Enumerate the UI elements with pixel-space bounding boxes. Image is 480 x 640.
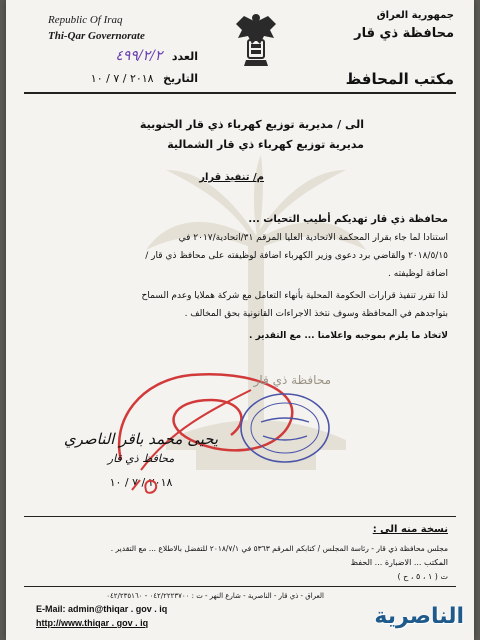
doc-number-label: العدد [171,50,198,63]
eagle-emblem-icon [234,10,278,72]
doc-number-row [48,48,198,64]
header-country-ar: جمهورية العراق [376,10,454,21]
stamp-caption: محافظة ذي قار [253,373,331,387]
copies-item-1: مجلس محافظة ذي قار - رئاسة المجلس / كتابكم المرقم ٥٣٦٣ في ٢٠١٨/٧/١ للتفضل بالاطلاع ... مع التقدير . [110,544,448,553]
copies-item-2: المكتب ... الاضبارة ... الحفظ [350,558,448,567]
footer-email: E-Mail: admin@thiqar . gov . iq [36,604,168,614]
body-line-5: بتواجدهم في المحافظة وسوف نتخذ الاجراءات القانونية بحق المخالف . [184,309,448,319]
document-page [6,0,474,640]
nasiriyah-watermark-logo [348,598,468,638]
recipient-line-1: الى / مديرية توزيع كهرباء ذي قار الجنوبية [139,118,364,131]
watermark-logo-text: الناصرية [374,604,464,629]
signature-date: ٢٠١٨ / ٧ / ١٠ [109,476,173,489]
copies-item-3: ت ( ١ ، ٥ ، ح ) [397,572,448,581]
body-line-1: استنادا لما جاء بقرار المحكمة الاتحادية العليا المرقم ٣١/اتحادية/٢٠١٧ في [178,233,448,243]
greeting-line: محافظة ذي قار تهديكم أطيب التحيات ... [248,214,448,225]
copies-heading: نسخة منه الى : [372,524,448,535]
red-date-mark [126,474,166,496]
body-line-3: اضافة لوظيفته . [388,269,448,279]
header-governorate-ar: محافظة ذي قار [354,26,454,41]
signatory-name: يحيى محمد باقر الناصري [63,430,219,448]
recipient-line-2: مديرية توزيع كهرباء ذي قار الشمالية [167,138,364,151]
body-line-4: لذا تقرر تنفيذ قرارات الحكومة المحلية بأنهاء التعامل مع شركة هملايا وعدم السماح [141,291,448,301]
footer-website: http://www.thiqar . gov . iq [36,618,149,628]
body-closing-line: لاتخاذ ما يلزم بموجبه واعلامنا ... مع التقدير . [249,331,448,341]
header-country-en: Republic Of Iraq [48,14,123,26]
body-line-2: ٢٠١٨/٥/١٥ والقاضي برد دعوى وزير الكهرباء اضافة لوظيفته على محافظ ذي قار / [145,251,448,261]
doc-date-row [48,72,198,85]
footer-address: العراق - ذي قار - الناصرية - شارع النهر - ت : ٠٤٢/٢٢٢٣٧٠٠ - ٠٤٢/٢٣٥١٦٠ [106,592,324,600]
header-office-ar: مكتب المحافظ [345,70,454,88]
subject-line: م/ تنفيذ قرار [199,172,264,183]
copies-divider [24,516,456,517]
doc-date-value: ٢٠١٨ / ٧ / ١٠ [90,72,154,85]
header-governorate-en: Thi-Qar Governorate [48,30,145,42]
header-divider [24,92,456,94]
signatory-title: محافظ ذي قار [107,452,175,465]
doc-date-label: التاريخ [163,72,198,85]
footer-divider [24,586,456,587]
doc-number-value: ٤٩٩/٢/٢ [115,48,163,64]
